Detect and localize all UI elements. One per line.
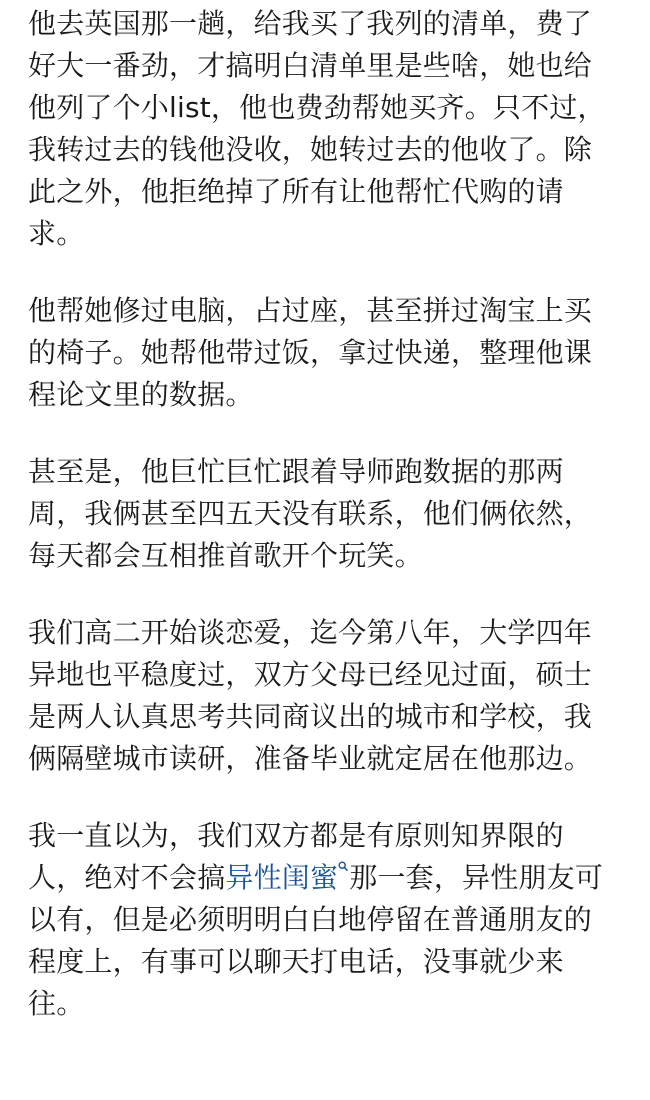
text-line: 程度上，有事可以聊天打电话，没事就少来 [28, 945, 564, 978]
article-body [28, 3, 628, 1060]
text-line: 往。 [28, 987, 85, 1020]
text-line: 异地也平稳度过，双方父母已经见过面，硕士 [28, 658, 593, 691]
text-line: 此之外，他拒绝掉了所有让他帮忙代购的请 [28, 175, 564, 208]
text-line: 的椅子。她帮他带过饭，拿过快递，整理他课 [28, 336, 593, 369]
text-line: 他列了个小list，他也费劲帮她买齐。只不过， [28, 91, 606, 124]
text-line: 求。 [28, 217, 85, 250]
text-segment: 人，绝对不会搞 [28, 861, 226, 894]
search-icon[interactable] [338, 861, 348, 875]
text-line: 甚至是，他巨忙巨忙跟着导师跑数据的那两 [28, 455, 564, 488]
text-line: 程论文里的数据。 [28, 378, 254, 411]
paragraph-5 [28, 815, 628, 1025]
text-line-with-link [28, 857, 628, 899]
text-line: 好大一番劲，才搞明白清单里是些啥，她也给 [28, 49, 593, 82]
text-line: 以有，但是必须明明白白地停留在普通朋友的 [28, 903, 593, 936]
text-line: 他帮她修过电脑，占过座，甚至拼过淘宝上买 [28, 294, 593, 327]
text-line: 我们高二开始谈恋爱，迄今第八年，大学四年 [28, 616, 593, 649]
paragraph-3 [28, 451, 628, 577]
text-line: 周，我俩甚至四五天没有联系，他们俩依然， [28, 497, 593, 530]
paragraph-4 [28, 612, 628, 780]
text-line: 每天都会互相推首歌开个玩笑。 [28, 539, 423, 572]
text-line: 是两人认真思考共同商议出的城市和学校，我 [28, 700, 593, 733]
text-line: 俩隔壁城市读研，准备毕业就定居在他那边。 [28, 742, 593, 775]
paragraph-1 [28, 3, 628, 255]
paragraph-2 [28, 290, 628, 416]
text-line: 我一直以为，我们双方都是有原则知界限的 [28, 819, 564, 852]
search-link-yixing-guimi[interactable]: 异性闺蜜 [225, 861, 339, 894]
text-segment: 那一套，异性朋友可 [349, 861, 604, 894]
text-line: 我转过去的钱他没收，她转过去的他收了。除 [28, 133, 593, 166]
text-line: 他去英国那一趟，给我买了我列的清单，费了 [28, 7, 593, 40]
